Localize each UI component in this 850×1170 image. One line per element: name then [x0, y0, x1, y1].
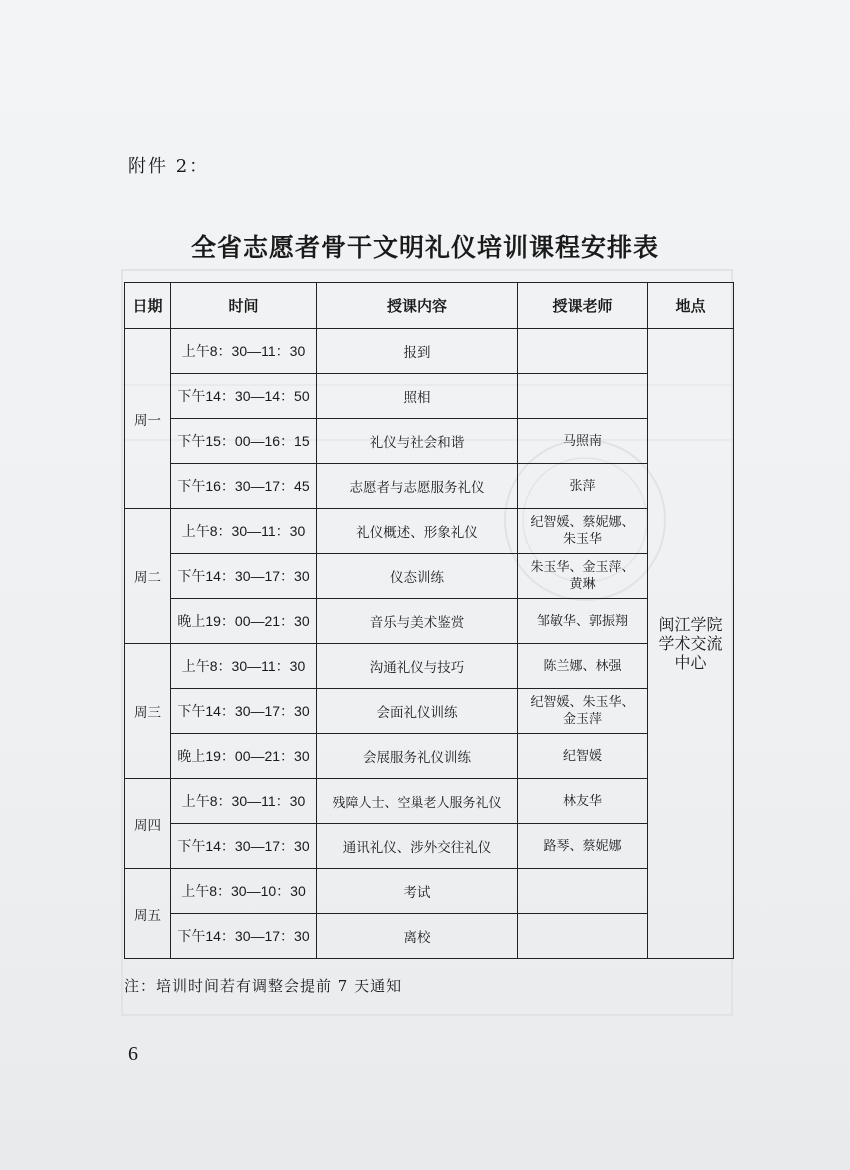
content-cell: 离校: [317, 914, 518, 959]
teacher-line: 黄琳: [569, 577, 596, 592]
content-cell: 礼仪与社会和谐: [317, 419, 518, 464]
teacher-cell: [518, 689, 648, 734]
table-header-row: [125, 283, 734, 329]
time-cell: 上午8：30—11：30: [171, 779, 317, 824]
teacher-cell: [518, 329, 648, 374]
teacher-cell: [518, 869, 648, 914]
time-cell: 上午8：30—10：30: [171, 869, 317, 914]
table-row: [125, 464, 734, 509]
time-cell: 下午14：30—14：50: [171, 374, 317, 419]
content-cell: 报到: [317, 329, 518, 374]
teacher-cell: 张萍: [518, 464, 648, 509]
table-row: [125, 779, 734, 824]
day-cell: 周三: [125, 644, 171, 779]
content-cell: 会展服务礼仪训练: [317, 734, 518, 779]
content-cell: 礼仪概述、形象礼仪: [317, 509, 518, 554]
teacher-cell: [518, 914, 648, 959]
teacher-cell: 路琴、蔡妮娜: [518, 824, 648, 869]
day-cell: 周二: [125, 509, 171, 644]
column-header-teacher: 授课老师: [518, 283, 648, 329]
time-cell: 下午14：30—17：30: [171, 554, 317, 599]
table-row: [125, 509, 734, 554]
content-cell: 通讯礼仪、涉外交往礼仪: [317, 824, 518, 869]
table-row: [125, 329, 734, 374]
content-cell: 志愿者与志愿服务礼仪: [317, 464, 518, 509]
table-row: [125, 419, 734, 464]
teacher-line: 纪智媛、朱玉华、: [530, 695, 635, 710]
teacher-cell: 纪智媛: [518, 734, 648, 779]
location-line: 中心: [674, 653, 707, 672]
time-cell: 下午14：30—17：30: [171, 824, 317, 869]
day-cell: 周四: [125, 779, 171, 869]
table-row: [125, 734, 734, 779]
attachment-label: 附件 2：: [128, 156, 210, 177]
content-cell: 沟通礼仪与技巧: [317, 644, 518, 689]
content-cell: 考试: [317, 869, 518, 914]
teacher-cell: 林友华: [518, 779, 648, 824]
table-row: [125, 374, 734, 419]
time-cell: 下午16：30—17：45: [171, 464, 317, 509]
table-row: [125, 869, 734, 914]
table-row: [125, 689, 734, 734]
column-header-date: 日期: [125, 283, 171, 329]
time-cell: 下午14：30—17：30: [171, 689, 317, 734]
table-row: [125, 599, 734, 644]
teacher-cell: 陈兰娜、林强: [518, 644, 648, 689]
time-cell: 晚上19：00—21：30: [171, 599, 317, 644]
table-row: [125, 824, 734, 869]
location-cell: [648, 329, 734, 959]
time-cell: 上午8：30—11：30: [171, 329, 317, 374]
table-row: [125, 914, 734, 959]
time-cell: 下午15：00—16：15: [171, 419, 317, 464]
teacher-line: 金玉萍: [562, 712, 602, 727]
time-cell: 上午8：30—11：30: [171, 509, 317, 554]
teacher-cell: 马照南: [518, 419, 648, 464]
teacher-line: 朱玉华、金玉萍、: [530, 560, 635, 575]
course-schedule-table: [124, 282, 734, 959]
page-number: 6: [128, 1043, 138, 1065]
day-cell: 周一: [125, 329, 171, 509]
day-cell: 周五: [125, 869, 171, 959]
column-header-time: 时间: [171, 283, 317, 329]
content-cell: 照相: [317, 374, 518, 419]
page-title: 全省志愿者骨干文明礼仪培训课程安排表: [190, 233, 659, 262]
teacher-line: 朱玉华: [562, 532, 602, 547]
teacher-line: 纪智媛、蔡妮娜、: [530, 515, 635, 530]
time-cell: 晚上19：00—21：30: [171, 734, 317, 779]
column-header-content: 授课内容: [317, 283, 518, 329]
content-cell: 残障人士、空巢老人服务礼仪: [317, 779, 518, 824]
teacher-cell: [518, 554, 648, 599]
time-cell: 上午8：30—11：30: [171, 644, 317, 689]
time-cell: 下午14：30—17：30: [171, 914, 317, 959]
content-cell: 音乐与美术鉴赏: [317, 599, 518, 644]
table-row: [125, 554, 734, 599]
teacher-cell: [518, 374, 648, 419]
column-header-location: 地点: [648, 283, 734, 329]
teacher-cell: [518, 509, 648, 554]
content-cell: 仪态训练: [317, 554, 518, 599]
location-line: 闽江学院: [658, 615, 723, 634]
footnote: 注：培训时间若有调整会提前 7 天通知: [124, 977, 403, 995]
table-row: [125, 644, 734, 689]
location-line: 学术交流: [658, 634, 723, 653]
teacher-cell: 邹敏华、郭振翔: [518, 599, 648, 644]
content-cell: 会面礼仪训练: [317, 689, 518, 734]
